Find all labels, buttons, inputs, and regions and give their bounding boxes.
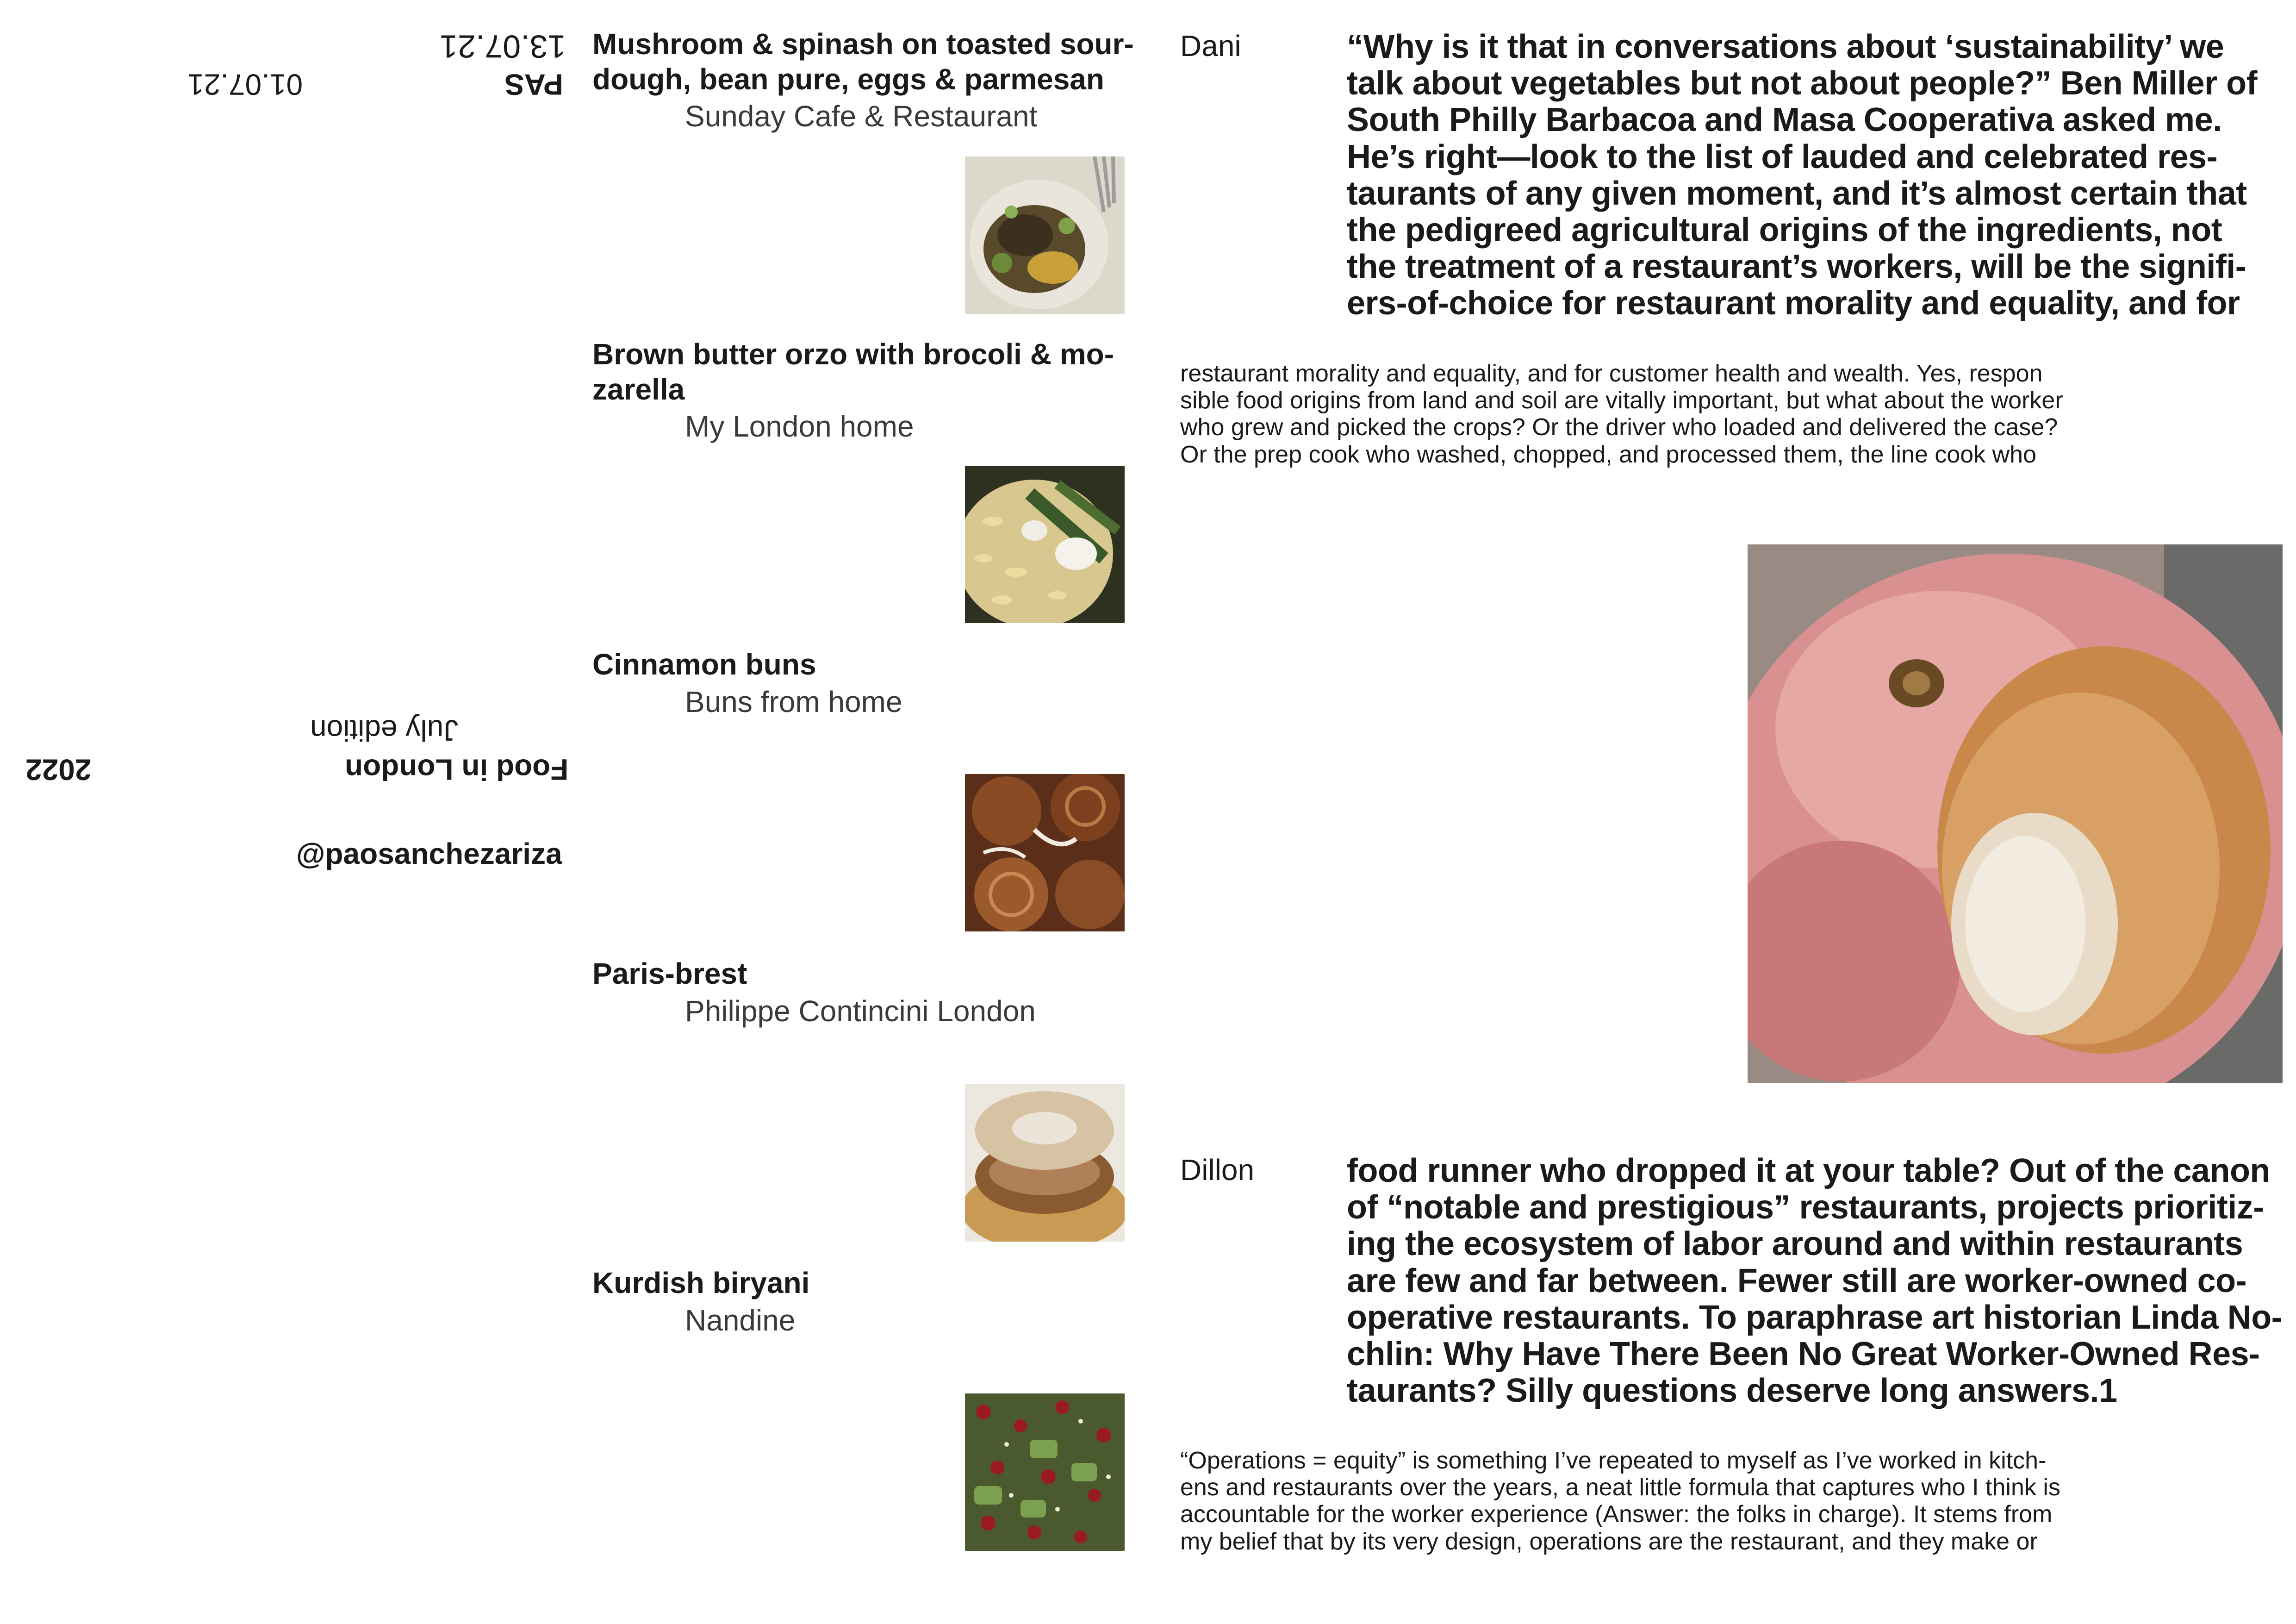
speaker-name: Dani [1180,29,1241,62]
orzo-photo [965,466,1125,623]
dish-place: Sunday Cafe & Restaurant [685,100,1038,133]
dish-title: Paris-brest [592,957,747,990]
dish-place: Philippe Contincini London [685,994,1036,1028]
dish-place: Buns from home [685,685,902,718]
edition-label: July edition [310,713,459,747]
cover-year: 2022 [25,753,92,787]
biryani-photo [965,1393,1125,1551]
lead-paragraph-1: “Why is it that in conversations about ‘sustainability’ we talk about vegetables but not about people?” Ben Miller of South Philly Barbacoa and Masa Cooperativa asked me. He’s right—look to the list of lauded and celebrated res- taurants of any given moment, and it’s almost certain that the pedigreed agricultural origins of the ingredients, not the treatment of a restaurant’s workers, will be the signifi- ers-of-choice for restaurant morality and equality, and for [1347,28,2258,322]
menu-item [592,647,1139,719]
date-bottom: 01.07.21 [187,68,303,101]
dish-place: Nandine [685,1303,796,1337]
toast-photo [965,156,1125,314]
peach-photo [1748,544,2283,1083]
menu-item [592,337,1139,444]
body-paragraph-1: restaurant morality and equality, and for customer health and wealth. Yes, respon sible food origins from land and soil are vitally important, but what about the worker who grew and picked the crops? Or the driver who loaded and delivered the case? Or the prep cook who washed, chopped, and processed them, the line cook who [1180,360,2063,468]
dish-place: My London home [685,410,914,443]
paris-brest-photo [965,1084,1125,1242]
date-top: 13.07.21 [440,28,566,65]
menu-item [592,1266,1139,1338]
dish-title: Cinnamon buns [592,648,816,681]
speaker-name: Dillon [1180,1153,1255,1187]
instagram-handle[interactable]: @paosanchezariza [296,837,562,870]
menu-item [592,956,1139,1029]
cover-title: Food in London [345,753,569,787]
menu-item [592,27,1139,134]
pas-label: PAS [504,68,563,101]
buns-photo [965,774,1125,931]
dish-title: Kurdish biryani [592,1266,810,1299]
dish-title: Mushroom & spinash on toasted sour- dough, bean pure, eggs & parmesan [592,27,1134,96]
lead-paragraph-2: food runner who dropped it at your table? Out of the canon of “notable and prestigious” restaurants, projects prioritiz- ing the ecosystem of labor around and within restaurants are few and far between. Fewer still are worker-owned co- operative restaurants. To paraphrase art historian Linda No- chlin: Why Have There Been No Great Worker-Owned Res- taurants? Silly questions deserve long answers.1 [1347,1152,2283,1410]
dish-title: Brown butter orzo with brocoli & mo- zarella [592,337,1114,406]
body-paragraph-2: “Operations = equity” is something I’ve repeated to myself as I’ve worked in kitch- ens and restaurants over the years, a neat little formula that captures who I think is accountable for the worker experience (Answer: the folks in charge). It stems from my belief that by its very design, operations are the restaurant, and they make or [1180,1447,2060,1555]
